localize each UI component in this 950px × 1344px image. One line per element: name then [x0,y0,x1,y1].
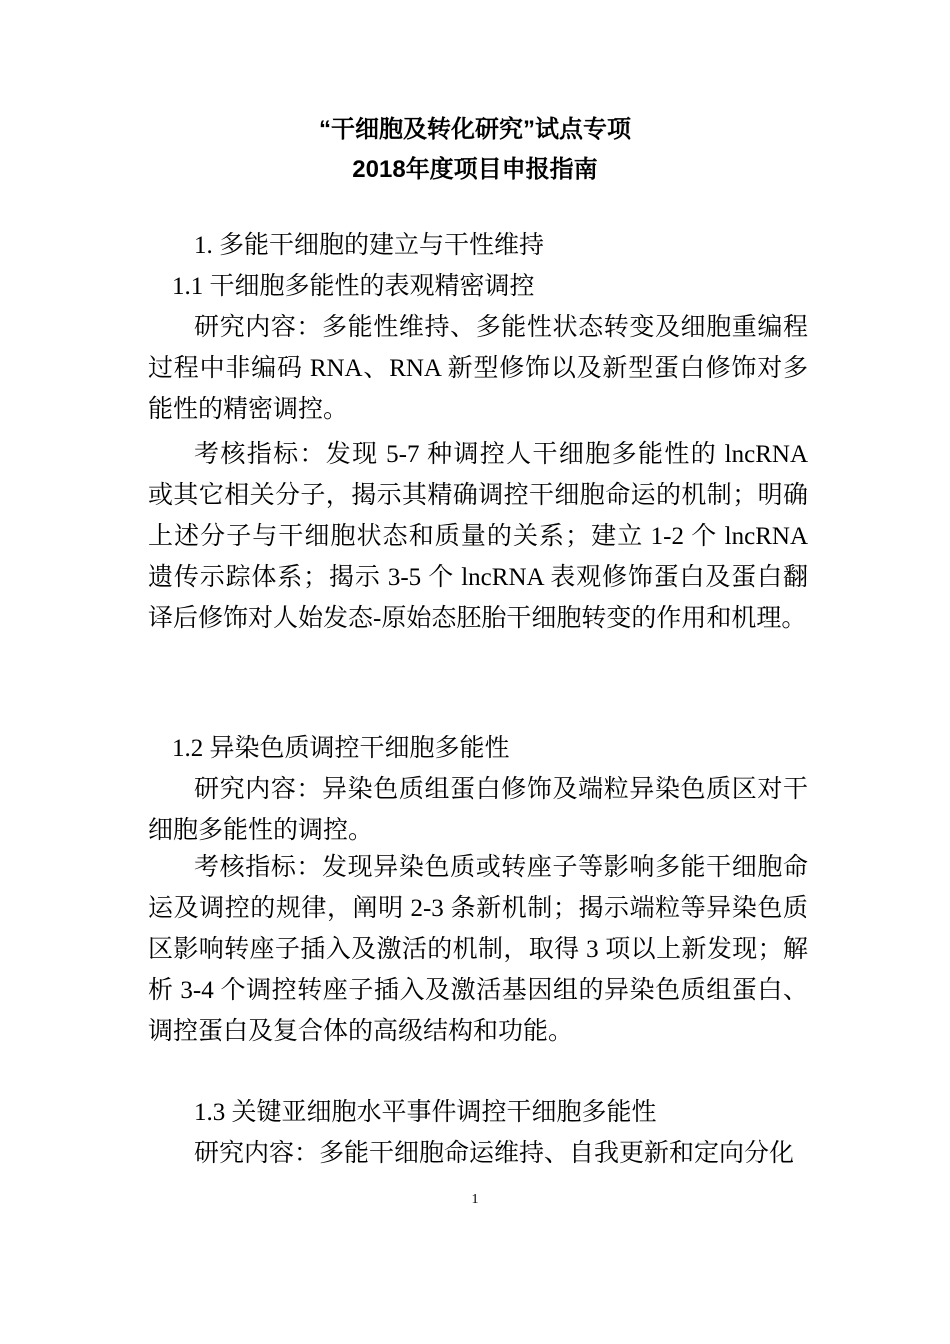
document-title: “干细胞及转化研究”试点专项 [319,116,631,143]
section-1-2-research-content: 研究内容：异染色质组蛋白修饰及端粒异染色质区对干细胞多能性的调控。 [148,776,808,844]
section-heading-1: 1. 多能干细胞的建立与干性维持 [194,232,545,259]
section-1-3-research-content: 研究内容：多能干细胞命运维持、自我更新和定向分化 [194,1140,795,1167]
section-1-1-assessment-indicators: 考核指标：发现 5-7 种调控人干细胞多能性的 lncRNA 或其它相关分子，揭示其精确调控干细胞命运的机制；明确上述分子与干细胞状态和质量的关系；建立 1-2 个 lncRNA 遗传示踪体系；揭示 3-5 个 lncRNA 表观修饰蛋白及蛋白翻译后修饰对人始发态-原始态胚胎干细胞转变的作用和机理。 [148,441,808,632]
section-1-2-assessment-indicators: 考核指标：发现异染色质或转座子等影响多能干细胞命运及调控的规律，阐明 2-3 条新机制；揭示端粒等异染色质区影响转座子插入及激活的机制，取得 3 项以上新发现；解析 3-4 个调控转座子插入及激活基因组的异染色质组蛋白、调控蛋白及复合体的高级结构和功能。 [148,854,808,1045]
section-heading-1-1: 1.1 干细胞多能性的表观精密调控 [172,273,535,300]
section-heading-1-3: 1.3 关键亚细胞水平事件调控干细胞多能性 [194,1099,657,1126]
section-heading-1-2: 1.2 异染色质调控干细胞多能性 [172,735,510,762]
page-number: 1 [471,1192,479,1207]
document-subtitle: 2018年度项目申报指南 [352,156,598,183]
section-1-1-research-content: 研究内容：多能性维持、多能性状态转变及细胞重编程过程中非编码 RNA、RNA 新型修饰以及新型蛋白修饰对多能性的精密调控。 [148,314,808,423]
